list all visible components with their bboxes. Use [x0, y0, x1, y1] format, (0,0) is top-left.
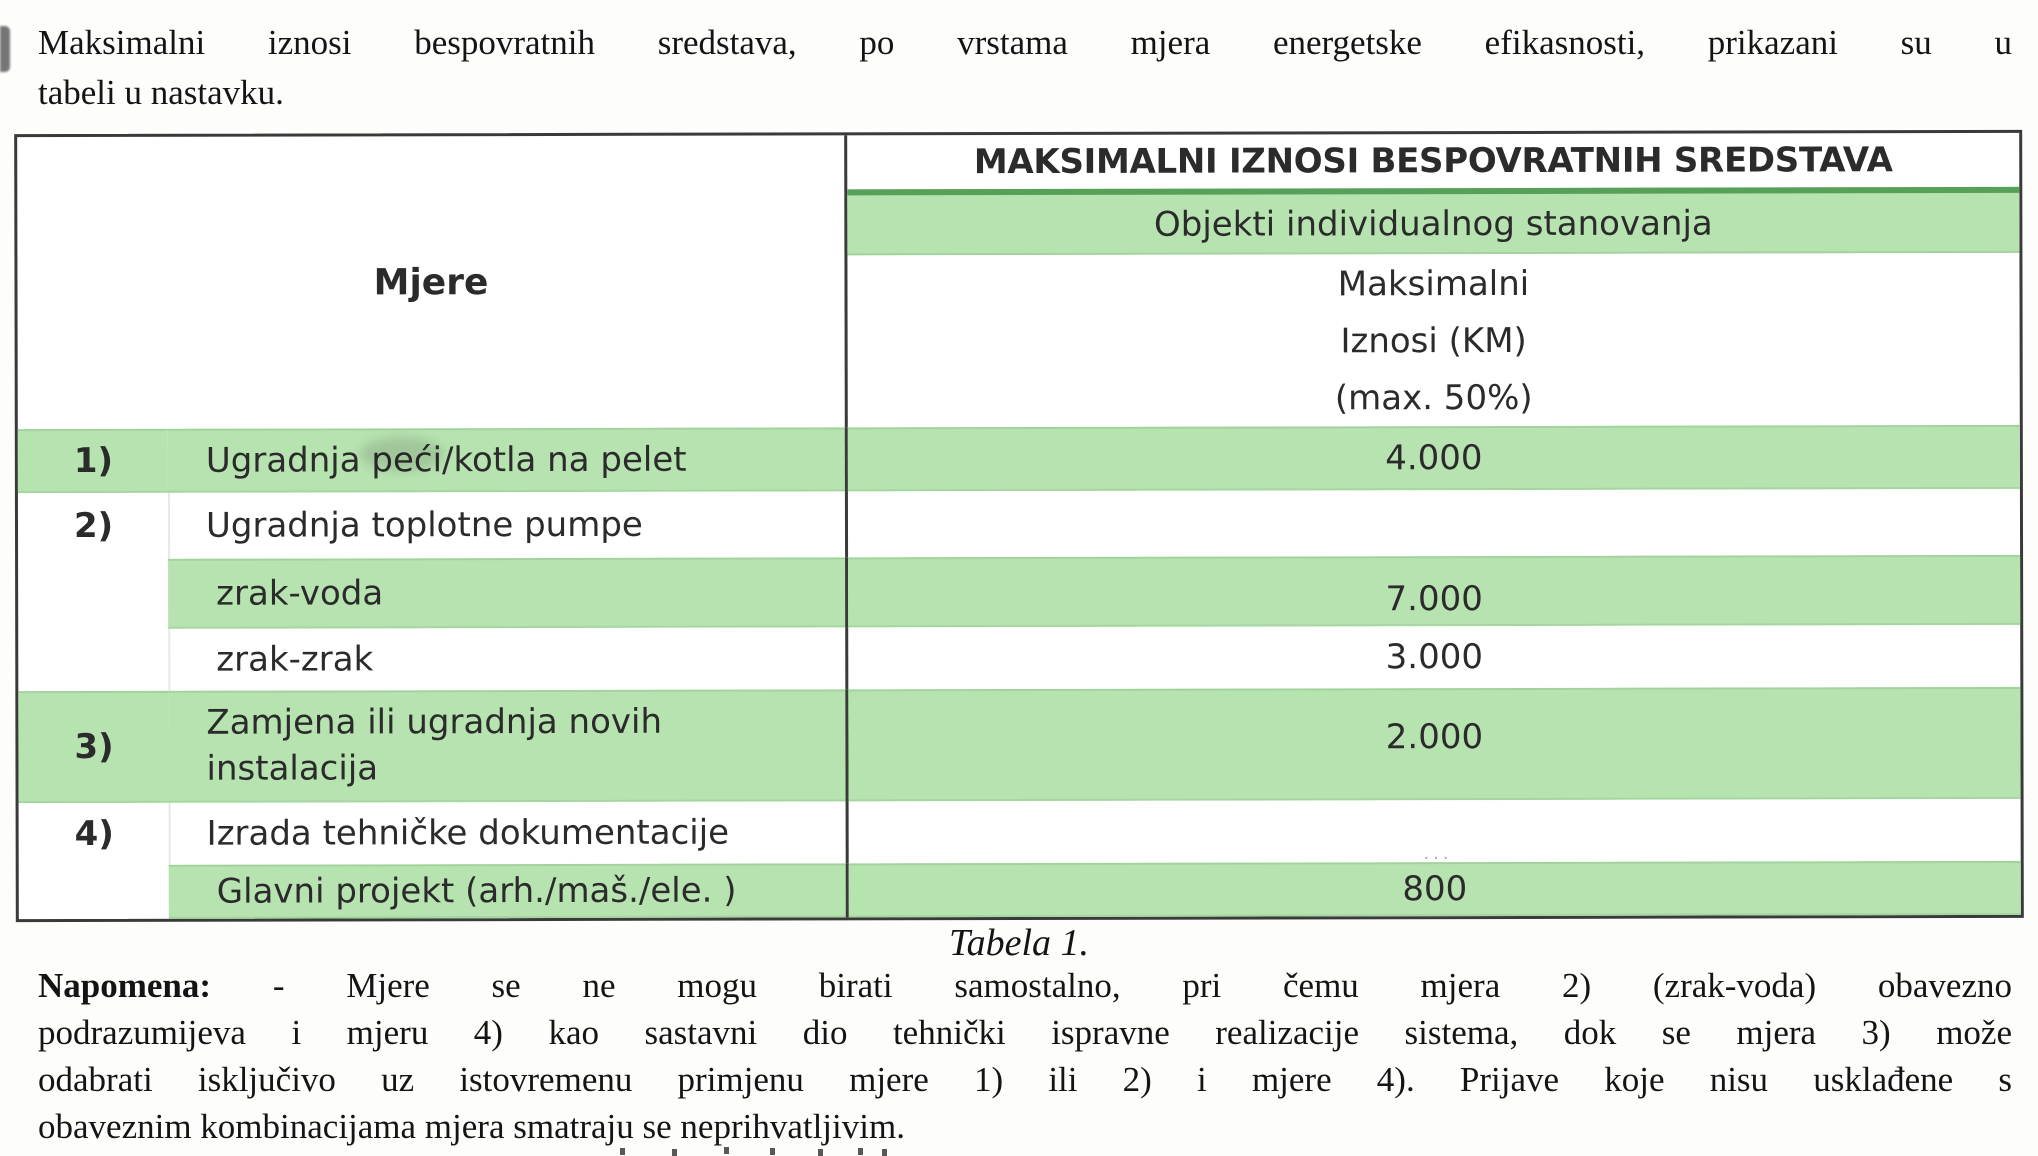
- table-header: [17, 133, 2020, 429]
- row-label: Ugradnja peći/kotla na pelet: [168, 427, 848, 492]
- table-row: [18, 425, 2020, 493]
- row-label: Ugradnja toplotne pumpe: [168, 491, 848, 558]
- intro-paragraph: [38, 18, 2012, 118]
- grants-table: [14, 130, 2024, 922]
- note-line-4: obaveznim kombinacijama mjera smatraju se neprihvatljivim.: [38, 1107, 905, 1146]
- note-line-3: odabrati isključivo uz istovremenu primjenu mjere 1) ili 2) i mjere 4). Prijave koje nisu usklađene s: [38, 1060, 2012, 1099]
- table-caption: Tabela 1.: [948, 922, 1090, 964]
- amount-header-line-3: (max. 50%): [1334, 377, 1533, 419]
- row-label: zrak-zrak: [168, 627, 848, 690]
- row-value: [848, 489, 2020, 557]
- row-label: Glavni projekt (arh./maš./ele. ): [169, 863, 849, 918]
- note-line-2: podrazumijeva i mjeru 4) kao sastavni dio tehnički ispravne realizacije sistema, dok se mjera 3) može: [38, 1013, 2012, 1052]
- values-column-header-group: [847, 133, 2020, 427]
- row-number: [18, 559, 168, 629]
- row-number: 3): [18, 691, 168, 803]
- values-column-title: MAKSIMALNI IZNOSI BESPOVRATNIH SREDSTAVA: [973, 140, 1893, 183]
- row-number: 2): [73, 505, 114, 546]
- note-paragraph: [38, 962, 2012, 1150]
- measures-column-header: Mjere: [17, 135, 848, 429]
- table-row: [18, 625, 2020, 691]
- amount-header: [847, 253, 2019, 427]
- row-value: 800: [849, 861, 2021, 917]
- table-row: [18, 687, 2020, 803]
- scan-smudge-artifact: [0, 26, 10, 72]
- note-line-1: Napomena: - Mjere se ne mogu birati samostalno, pri čemu mjera 2) (zrak-voda) obavezno: [38, 966, 2012, 1005]
- table-row: [18, 555, 2020, 629]
- table-row: [18, 489, 2020, 559]
- amount-header-line-1: Maksimalni: [1337, 263, 1530, 305]
- row-value: 7.000: [848, 555, 2020, 627]
- row-label: Zamjena ili ugradnja novih instalacija: [168, 689, 848, 802]
- amount-header-line-2: Iznosi (KM): [1340, 320, 1527, 362]
- row-value: 2.000: [848, 687, 2020, 801]
- table-row: [19, 799, 2021, 865]
- row-label: Izrada tehničke dokumentacije: [169, 801, 849, 864]
- row-value: [849, 799, 2021, 863]
- table-row: [19, 861, 2021, 919]
- note-label: Napomena:: [38, 966, 212, 1005]
- scan-dots-artifact: ···: [1423, 848, 1453, 869]
- intro-line-1: Maksimalni iznosi bespovratnih sredstava, po vrstama mjera energetske efikasnosti, prikazani su u: [38, 23, 2012, 62]
- row-value: 3.000: [1385, 637, 1483, 678]
- row-number: [19, 865, 169, 919]
- intro-line-2: tabeli u nastavku.: [38, 73, 284, 112]
- row-label: zrak-voda: [168, 557, 848, 628]
- row-number: 1): [18, 429, 168, 493]
- category-header: Objekti individualnog stanovanja: [847, 187, 2019, 255]
- row-value: 4.000: [848, 425, 2020, 491]
- row-number: [18, 629, 168, 691]
- row-number: 4): [74, 813, 114, 854]
